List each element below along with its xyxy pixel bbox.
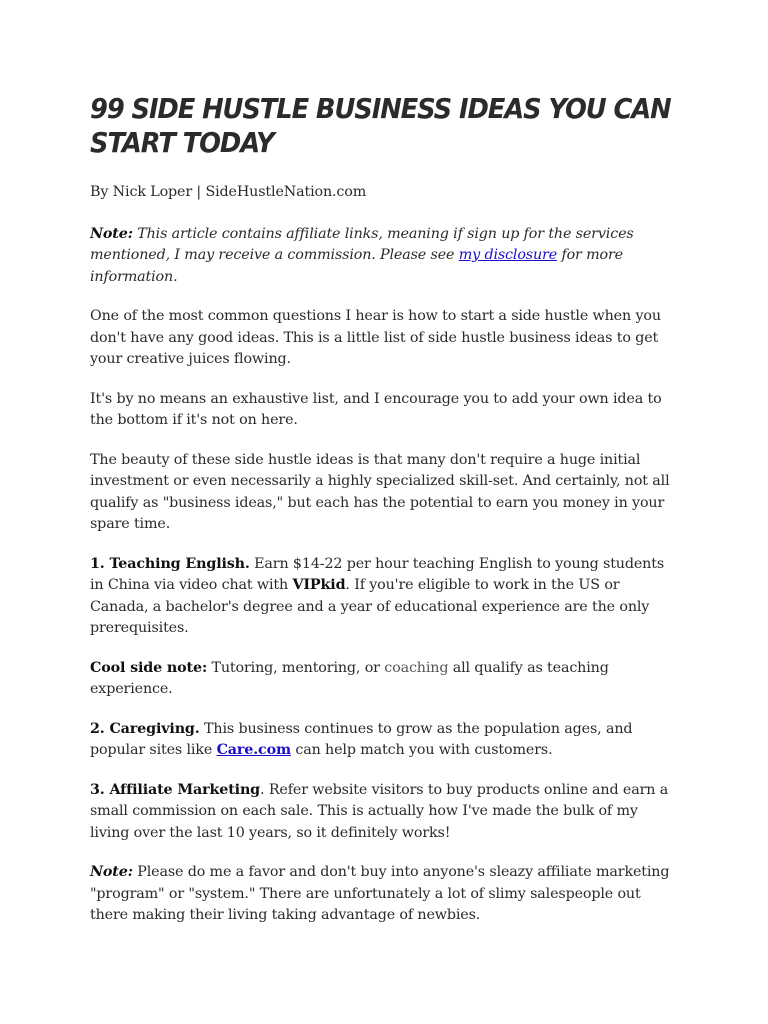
side-note-lead: Cool side note: <box>90 659 208 676</box>
disclosure-text-before: This article contains affiliate links, meaning if sign up for the services mentioned, I may receive a commission. Please see <box>90 225 634 263</box>
side-note-text-before: Tutoring, mentoring, or <box>207 659 385 676</box>
care-com-link[interactable]: Care.com <box>216 742 291 758</box>
intro-paragraph-3: The beauty of these side hustle ideas is that many don't require a huge initial investment or even necessarily a highly specialized skill-set. And certainly, not all qualify as "business ideas," but each has the potential to earn you money in your spare time. <box>90 451 670 532</box>
affiliate-warning-note <box>90 862 680 927</box>
disclosure-lead: Note: <box>90 225 133 242</box>
vipkid-name: VIPkid <box>292 577 346 593</box>
idea-1-text-after: . If you're eligible to work in the US or Canada, a bachelor's degree and a year of educational experience are the only prerequisites. <box>90 577 650 636</box>
disclosure-link[interactable]: my disclosure <box>458 247 558 263</box>
intro-paragraph-1: One of the most common questions I hear is how to start a side hustle when you don't have any good ideas. This is a little list of side hustle business ideas to get your creative juices flowing. <box>90 308 661 367</box>
idea-1-text-before: Earn $14-22 per hour teaching English to young students in China via video chat with <box>90 555 665 593</box>
idea-teaching-english <box>90 554 680 640</box>
affiliate-disclosure <box>90 224 680 289</box>
idea-affiliate-marketing <box>90 780 680 845</box>
idea-2-text-after: can help match you with customers. <box>290 742 553 758</box>
idea-3-text: . Refer website visitors to buy products online and earn a small commission on each sale. This is actually how I've made the bulk of my living over the last 10 years, so it definitely works! <box>90 781 669 841</box>
idea-2-text-before: This business continues to grow as the population ages, and popular sites like <box>90 720 633 758</box>
idea-1-lead: 1. Teaching English. <box>90 555 250 572</box>
coaching-link[interactable]: coaching <box>384 659 449 676</box>
idea-3-lead: 3. Affiliate Marketing <box>90 781 261 798</box>
byline: By Nick Loper | SideHustleNation.com <box>90 184 367 200</box>
article-title: 99 SIDE HUSTLE BUSINESS IDEAS YOU CAN START TODAY <box>90 92 671 159</box>
idea-caregiving <box>90 719 680 762</box>
cool-side-note <box>90 658 680 701</box>
intro-paragraph-2: It's by no means an exhaustive list, and I encourage you to add your own idea to the bottom if it's not on here. <box>90 390 662 428</box>
note-2-lead: Note: <box>90 864 133 880</box>
idea-2-lead: 2. Caregiving. <box>90 720 200 737</box>
side-note-text-after: all qualify as teaching experience. <box>90 659 609 697</box>
note-2-text: Please do me a favor and don't buy into anyone's sleazy affiliate marketing "program" or "system." There are unfortunately a lot of slimy salespeople out there making their living taking advantage of newbies. <box>90 864 670 923</box>
disclosure-text-after: for more information. <box>90 247 623 285</box>
